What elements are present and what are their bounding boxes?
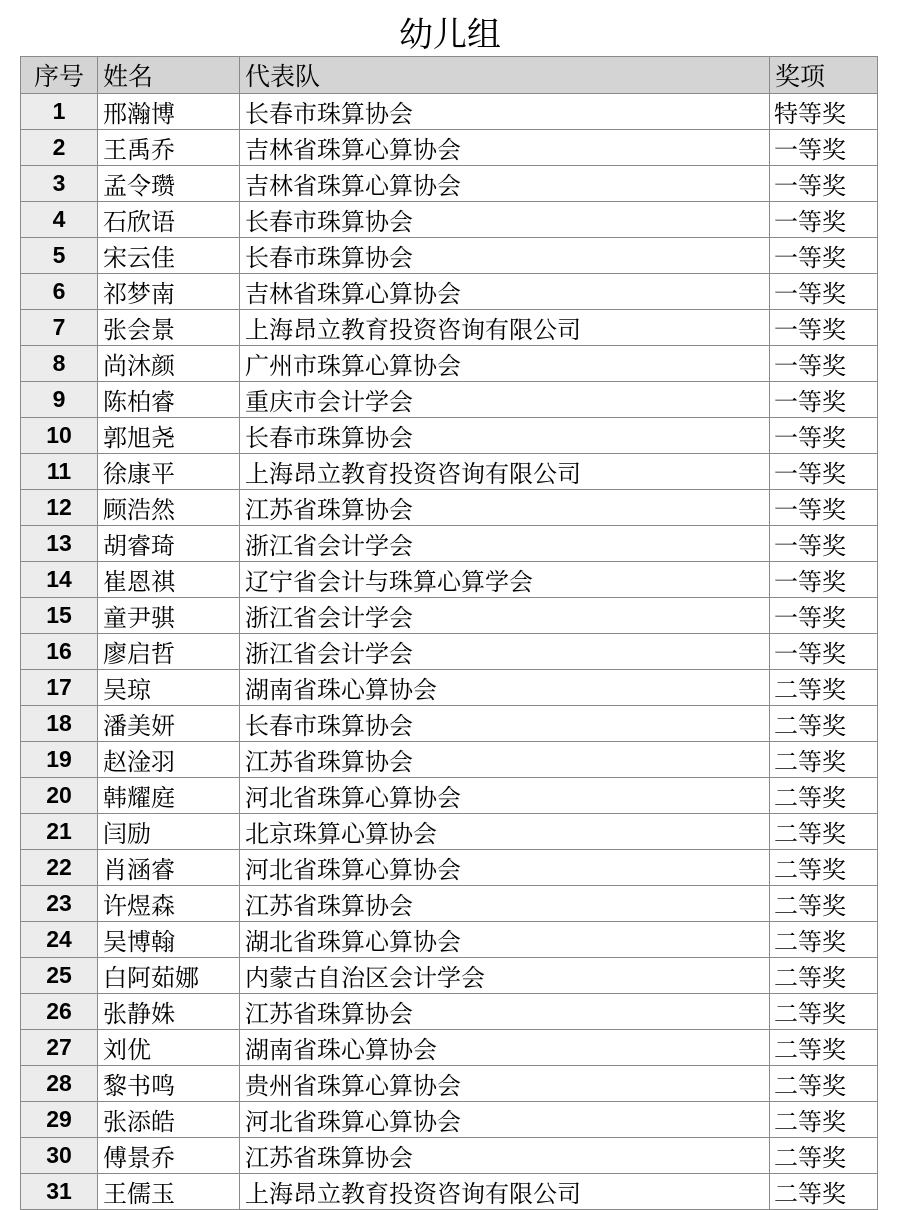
- cell-no: 24: [21, 922, 98, 958]
- table-row: [21, 814, 878, 850]
- cell-award: 一等奖: [770, 418, 878, 454]
- cell-name: 黎书鸣: [98, 1066, 240, 1102]
- cell-team: 河北省珠算心算协会: [240, 1102, 770, 1138]
- cell-no: 3: [21, 166, 98, 202]
- cell-award: 一等奖: [770, 202, 878, 238]
- table-row: [21, 1102, 878, 1138]
- cell-name: 尚沐颜: [98, 346, 240, 382]
- cell-team: 浙江省会计学会: [240, 598, 770, 634]
- cell-team: 内蒙古自治区会计学会: [240, 958, 770, 994]
- cell-team: 上海昂立教育投资咨询有限公司: [240, 310, 770, 346]
- cell-award: 二等奖: [770, 958, 878, 994]
- table-row: [21, 382, 878, 418]
- cell-team: 重庆市会计学会: [240, 382, 770, 418]
- cell-team: 浙江省会计学会: [240, 526, 770, 562]
- cell-award: 一等奖: [770, 130, 878, 166]
- cell-name: 张会景: [98, 310, 240, 346]
- table-row: [21, 634, 878, 670]
- cell-no: 11: [21, 454, 98, 490]
- table-row: [21, 274, 878, 310]
- table-row: [21, 130, 878, 166]
- cell-award: 一等奖: [770, 274, 878, 310]
- header-row: [21, 57, 878, 94]
- cell-name: 王儒玉: [98, 1174, 240, 1210]
- table-row: [21, 1174, 878, 1210]
- cell-no: 14: [21, 562, 98, 598]
- cell-team: 河北省珠算心算协会: [240, 778, 770, 814]
- cell-award: 二等奖: [770, 886, 878, 922]
- table-row: [21, 1030, 878, 1066]
- header-name: 姓名: [98, 57, 240, 94]
- cell-no: 17: [21, 670, 98, 706]
- cell-no: 12: [21, 490, 98, 526]
- cell-no: 28: [21, 1066, 98, 1102]
- cell-name: 韩耀庭: [98, 778, 240, 814]
- cell-team: 长春市珠算协会: [240, 202, 770, 238]
- cell-name: 张添皓: [98, 1102, 240, 1138]
- cell-name: 孟令瓒: [98, 166, 240, 202]
- table-row: [21, 598, 878, 634]
- cell-award: 二等奖: [770, 922, 878, 958]
- cell-award: 一等奖: [770, 490, 878, 526]
- cell-team: 河北省珠算心算协会: [240, 850, 770, 886]
- table-row: [21, 1066, 878, 1102]
- cell-no: 18: [21, 706, 98, 742]
- cell-no: 30: [21, 1138, 98, 1174]
- table-row: [21, 202, 878, 238]
- cell-team: 江苏省珠算协会: [240, 1138, 770, 1174]
- cell-award: 一等奖: [770, 598, 878, 634]
- header-team: 代表队: [240, 57, 770, 94]
- cell-no: 6: [21, 274, 98, 310]
- table-row: [21, 562, 878, 598]
- table-row: [21, 1138, 878, 1174]
- cell-no: 10: [21, 418, 98, 454]
- cell-name: 崔恩祺: [98, 562, 240, 598]
- table-row: [21, 166, 878, 202]
- table-row: [21, 490, 878, 526]
- cell-no: 21: [21, 814, 98, 850]
- cell-team: 江苏省珠算协会: [240, 886, 770, 922]
- cell-team: 吉林省珠算心算协会: [240, 166, 770, 202]
- cell-no: 1: [21, 94, 98, 130]
- cell-no: 26: [21, 994, 98, 1030]
- cell-award: 一等奖: [770, 454, 878, 490]
- cell-team: 江苏省珠算协会: [240, 742, 770, 778]
- cell-name: 宋云佳: [98, 238, 240, 274]
- cell-award: 二等奖: [770, 1174, 878, 1210]
- cell-no: 15: [21, 598, 98, 634]
- cell-no: 4: [21, 202, 98, 238]
- cell-name: 潘美妍: [98, 706, 240, 742]
- cell-name: 童尹骐: [98, 598, 240, 634]
- cell-name: 许煜森: [98, 886, 240, 922]
- cell-award: 二等奖: [770, 994, 878, 1030]
- cell-award: 一等奖: [770, 562, 878, 598]
- cell-award: 二等奖: [770, 1030, 878, 1066]
- cell-no: 22: [21, 850, 98, 886]
- cell-award: 二等奖: [770, 850, 878, 886]
- header-no: 序号: [21, 57, 98, 94]
- cell-no: 23: [21, 886, 98, 922]
- table-body: [21, 94, 878, 1210]
- cell-name: 邢瀚博: [98, 94, 240, 130]
- cell-award: 特等奖: [770, 94, 878, 130]
- cell-team: 湖南省珠心算协会: [240, 670, 770, 706]
- cell-name: 陈柏睿: [98, 382, 240, 418]
- cell-award: 二等奖: [770, 778, 878, 814]
- table-row: [21, 958, 878, 994]
- cell-name: 王禹乔: [98, 130, 240, 166]
- cell-name: 祁梦南: [98, 274, 240, 310]
- table-row: [21, 346, 878, 382]
- table-row: [21, 886, 878, 922]
- cell-name: 赵淦羽: [98, 742, 240, 778]
- cell-no: 8: [21, 346, 98, 382]
- cell-name: 刘优: [98, 1030, 240, 1066]
- cell-name: 吴博翰: [98, 922, 240, 958]
- cell-award: 二等奖: [770, 1102, 878, 1138]
- cell-no: 29: [21, 1102, 98, 1138]
- cell-team: 湖北省珠算心算协会: [240, 922, 770, 958]
- cell-award: 二等奖: [770, 1066, 878, 1102]
- cell-name: 闫励: [98, 814, 240, 850]
- cell-team: 浙江省会计学会: [240, 634, 770, 670]
- cell-team: 吉林省珠算心算协会: [240, 130, 770, 166]
- cell-award: 一等奖: [770, 526, 878, 562]
- cell-team: 江苏省珠算协会: [240, 994, 770, 1030]
- cell-team: 贵州省珠算心算协会: [240, 1066, 770, 1102]
- cell-name: 张静姝: [98, 994, 240, 1030]
- cell-name: 傅景乔: [98, 1138, 240, 1174]
- cell-team: 长春市珠算协会: [240, 238, 770, 274]
- cell-award: 一等奖: [770, 634, 878, 670]
- table-row: [21, 238, 878, 274]
- cell-no: 25: [21, 958, 98, 994]
- cell-name: 徐康平: [98, 454, 240, 490]
- cell-award: 二等奖: [770, 814, 878, 850]
- cell-name: 吴琼: [98, 670, 240, 706]
- cell-name: 白阿茹娜: [98, 958, 240, 994]
- cell-award: 一等奖: [770, 310, 878, 346]
- cell-no: 2: [21, 130, 98, 166]
- page-title: 幼儿组: [399, 15, 501, 55]
- table-row: [21, 418, 878, 454]
- table-row: [21, 310, 878, 346]
- cell-team: 广州市珠算心算协会: [240, 346, 770, 382]
- cell-no: 27: [21, 1030, 98, 1066]
- cell-award: 一等奖: [770, 238, 878, 274]
- cell-no: 7: [21, 310, 98, 346]
- cell-award: 二等奖: [770, 742, 878, 778]
- cell-name: 石欣语: [98, 202, 240, 238]
- cell-name: 肖涵睿: [98, 850, 240, 886]
- cell-no: 31: [21, 1174, 98, 1210]
- cell-no: 20: [21, 778, 98, 814]
- results-table: [20, 56, 878, 1210]
- cell-award: 二等奖: [770, 670, 878, 706]
- table-row: [21, 850, 878, 886]
- cell-award: 二等奖: [770, 1138, 878, 1174]
- cell-team: 长春市珠算协会: [240, 418, 770, 454]
- cell-name: 郭旭尧: [98, 418, 240, 454]
- table-row: [21, 922, 878, 958]
- header-award: 奖项: [770, 57, 878, 94]
- cell-name: 廖启哲: [98, 634, 240, 670]
- table-row: [21, 994, 878, 1030]
- table-row: [21, 454, 878, 490]
- cell-team: 湖南省珠心算协会: [240, 1030, 770, 1066]
- table-row: [21, 742, 878, 778]
- cell-no: 9: [21, 382, 98, 418]
- table-row: [21, 706, 878, 742]
- table-row: [21, 778, 878, 814]
- cell-team: 上海昂立教育投资咨询有限公司: [240, 454, 770, 490]
- cell-team: 北京珠算心算协会: [240, 814, 770, 850]
- cell-team: 吉林省珠算心算协会: [240, 274, 770, 310]
- cell-team: 上海昂立教育投资咨询有限公司: [240, 1174, 770, 1210]
- table-row: [21, 94, 878, 130]
- cell-no: 13: [21, 526, 98, 562]
- cell-name: 胡睿琦: [98, 526, 240, 562]
- cell-name: 顾浩然: [98, 490, 240, 526]
- cell-award: 一等奖: [770, 346, 878, 382]
- cell-team: 江苏省珠算协会: [240, 490, 770, 526]
- table-row: [21, 526, 878, 562]
- table-row: [21, 670, 878, 706]
- cell-no: 19: [21, 742, 98, 778]
- table-header: [21, 57, 878, 94]
- cell-no: 5: [21, 238, 98, 274]
- cell-no: 16: [21, 634, 98, 670]
- cell-team: 辽宁省会计与珠算心算学会: [240, 562, 770, 598]
- cell-award: 一等奖: [770, 382, 878, 418]
- cell-award: 一等奖: [770, 166, 878, 202]
- cell-team: 长春市珠算协会: [240, 706, 770, 742]
- cell-team: 长春市珠算协会: [240, 94, 770, 130]
- cell-award: 二等奖: [770, 706, 878, 742]
